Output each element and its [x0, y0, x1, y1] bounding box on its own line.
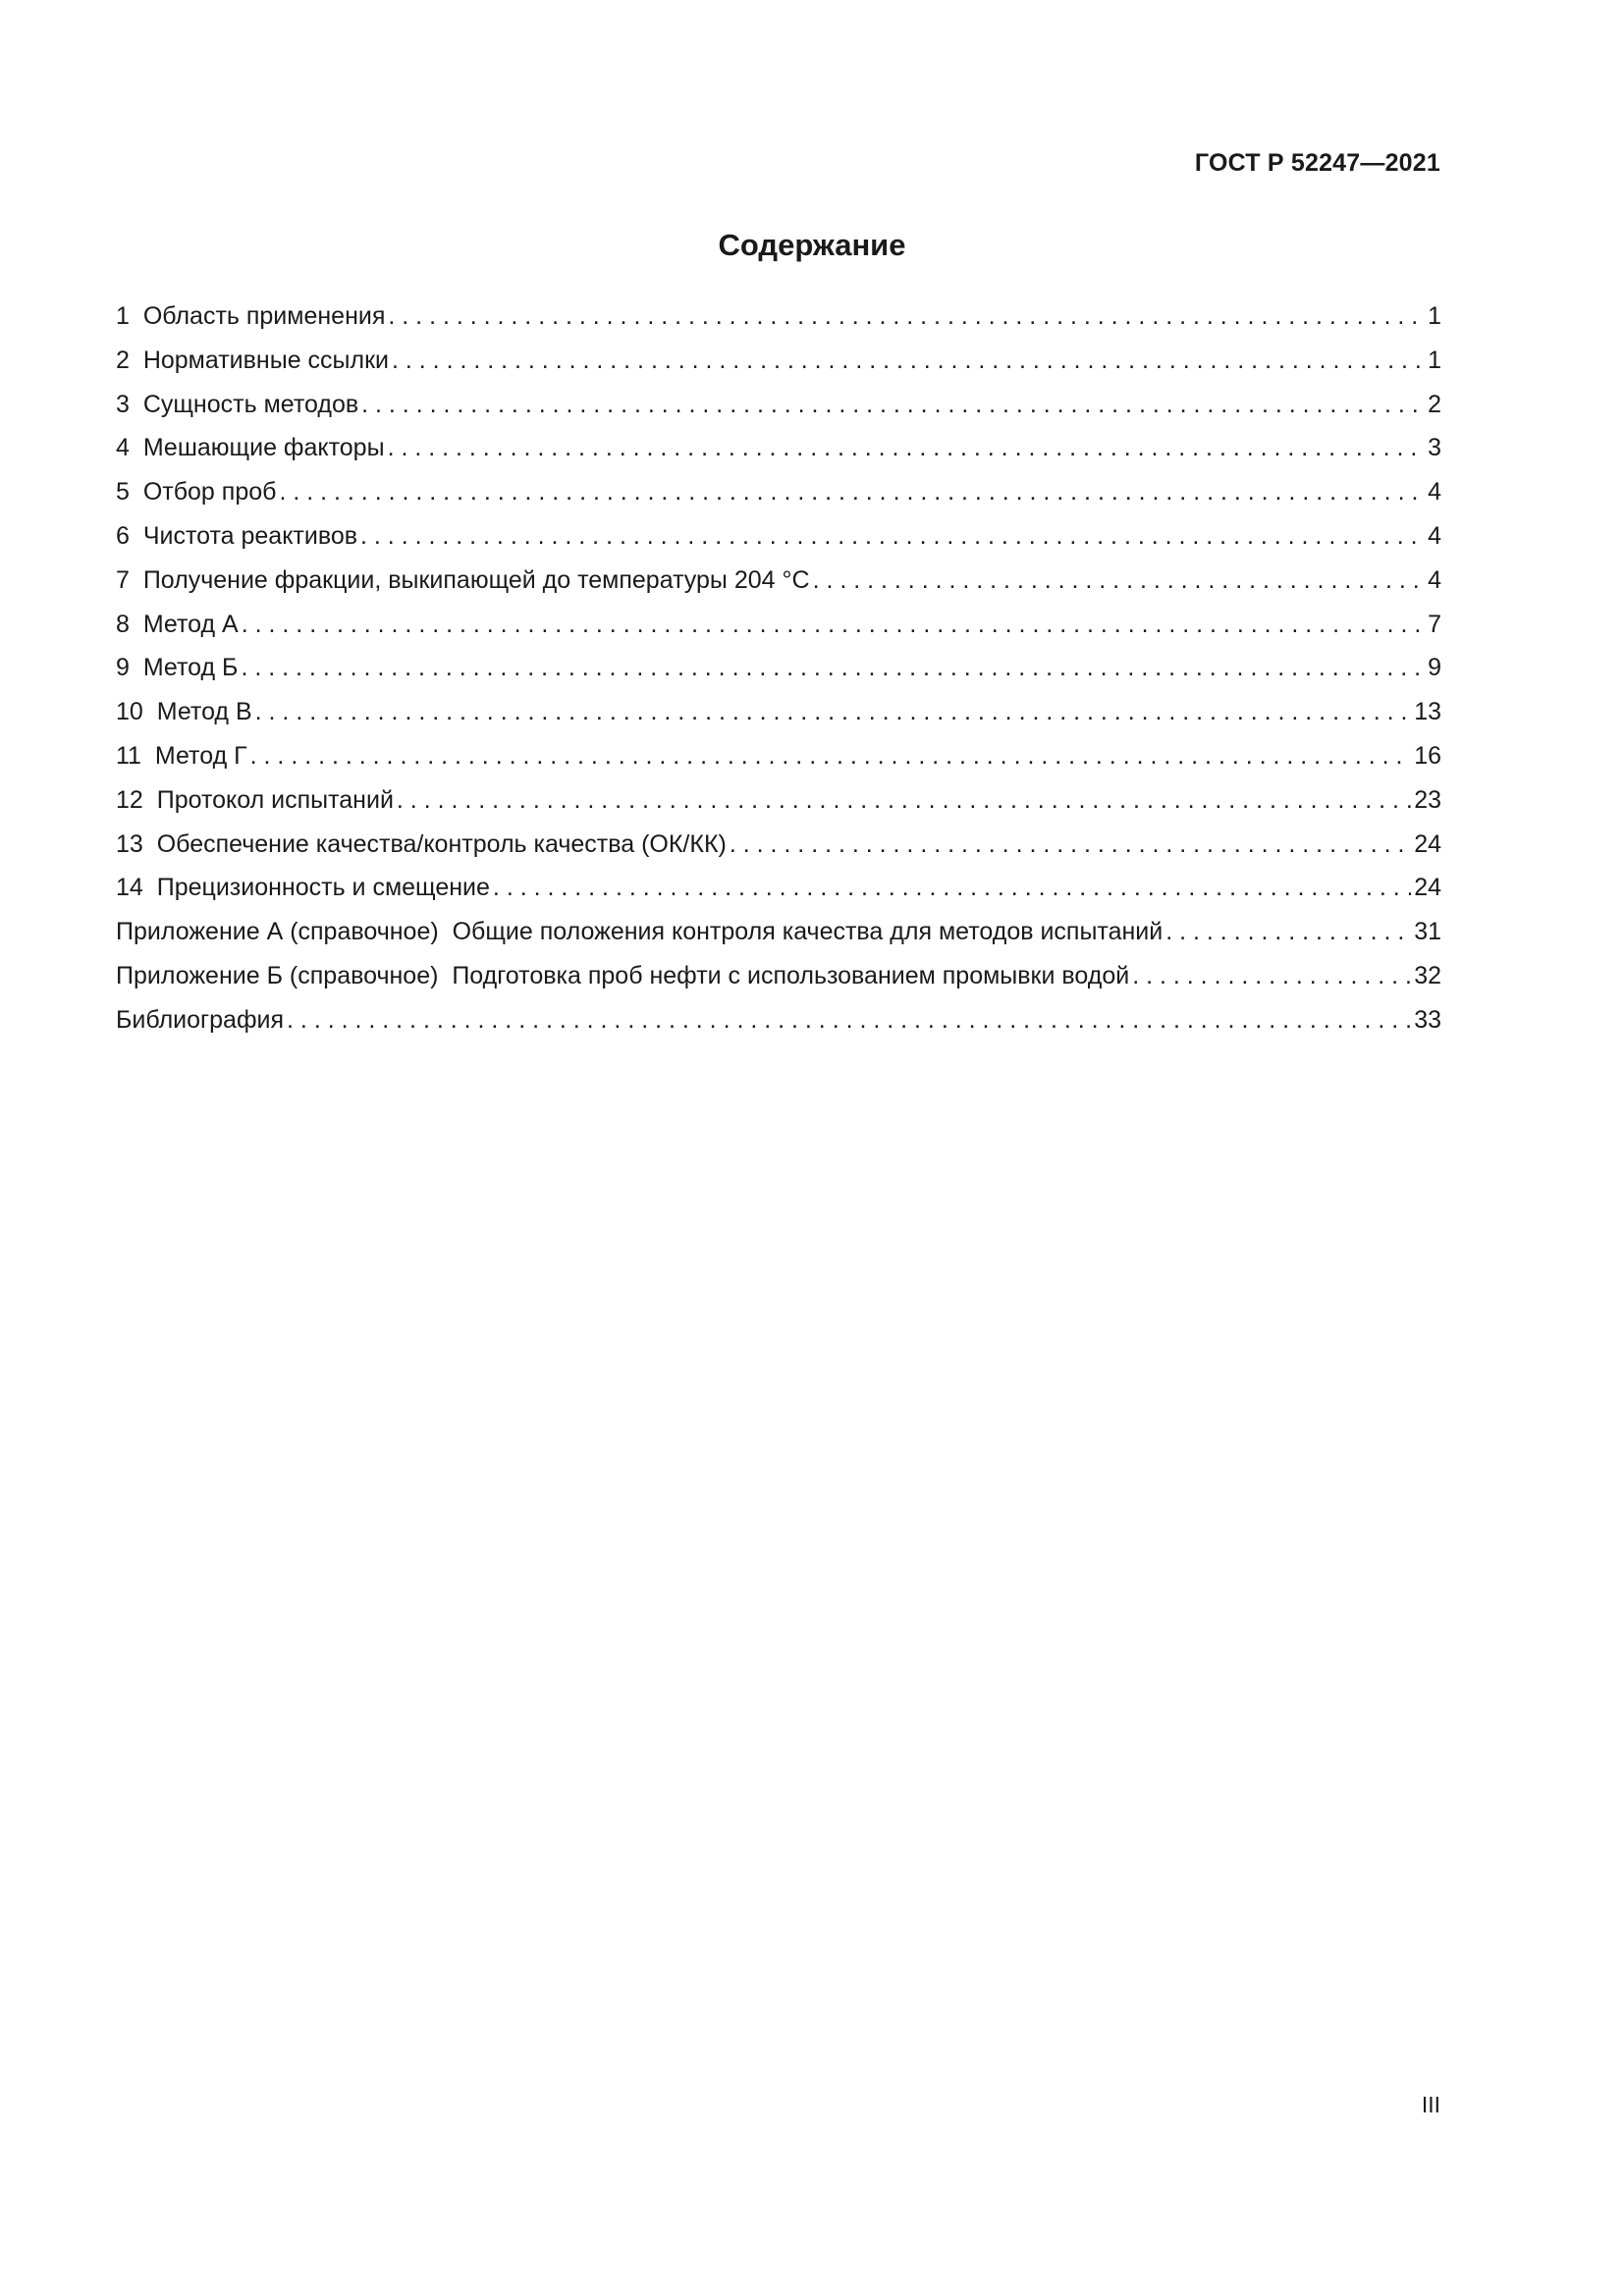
table-of-contents [116, 294, 1441, 1042]
toc-entry[interactable] [116, 514, 1441, 559]
toc-entry-text: Библиография [116, 1005, 285, 1034]
toc-entry-page: 23 [1414, 785, 1441, 814]
toc-leader-dots [250, 734, 1412, 778]
toc-entry[interactable] [116, 778, 1441, 823]
toc-entry-number: 5 [116, 478, 130, 507]
toc-entry-appendix[interactable] [116, 954, 1441, 998]
toc-entry-page: 1 [1428, 302, 1441, 330]
page-number: III [1421, 2092, 1440, 2117]
toc-entry-label [116, 910, 1163, 954]
toc-leader-dots [241, 646, 1425, 690]
toc-entry-page: 1 [1428, 346, 1441, 374]
toc-entry-text: Протокол испытаний [156, 785, 394, 814]
toc-entry-label [116, 339, 389, 383]
toc-entry-label [116, 823, 727, 867]
toc-entry-page: 2 [1428, 390, 1441, 418]
toc-entry-text: Прецизионность и смещение [156, 874, 490, 902]
toc-entry[interactable] [116, 603, 1441, 647]
toc-entry-page: 33 [1414, 1005, 1441, 1034]
toc-leader-dots [493, 866, 1411, 910]
toc-entry[interactable] [116, 383, 1441, 427]
toc-leader-dots [392, 339, 1425, 383]
toc-entry-label [116, 778, 394, 823]
toc-entry-label [116, 734, 247, 778]
toc-entry-text: Область применения [142, 302, 386, 330]
toc-entry-appendix-label: Приложение А (справочное) [116, 918, 439, 946]
toc-entry-label [116, 559, 810, 603]
toc-entry-page: 31 [1414, 918, 1441, 946]
toc-entry-page: 4 [1428, 478, 1441, 507]
toc-entry-label [116, 470, 276, 514]
toc-entry[interactable] [116, 823, 1441, 867]
toc-entry-label [116, 514, 357, 559]
toc-leader-dots [287, 998, 1411, 1042]
toc-leader-dots [361, 383, 1425, 427]
toc-entry-text: Сущность методов [142, 390, 359, 418]
toc-entry-page: 9 [1428, 654, 1441, 682]
toc-entry-text: Получение фракции, выкипающей до температуры 204 °С [142, 565, 810, 594]
toc-entry-number: 13 [116, 829, 143, 858]
toc-entry-label [116, 294, 385, 339]
toc-entry-appendix[interactable] [116, 910, 1441, 954]
toc-entry-page: 32 [1414, 961, 1441, 989]
toc-entry-page: 24 [1414, 829, 1441, 858]
toc-entry-number: 11 [116, 741, 141, 770]
toc-leader-dots [242, 603, 1425, 647]
toc-leader-dots [1132, 954, 1411, 998]
document-number: ГОСТ Р 52247—2021 [1194, 149, 1440, 177]
toc-entry-number: 6 [116, 521, 130, 550]
toc-entry-page: 7 [1428, 610, 1441, 638]
toc-entry-number: 2 [116, 346, 130, 374]
toc-entry-page: 16 [1414, 741, 1441, 770]
toc-title: Содержание [718, 228, 906, 262]
toc-entry-text: Обеспечение качества/контроль качества (ОК/КК) [156, 829, 727, 858]
toc-leader-dots [397, 778, 1411, 823]
toc-leader-dots [388, 294, 1425, 339]
toc-entry-label [116, 690, 252, 734]
toc-entry-number: 10 [116, 698, 143, 726]
toc-entry-text: Подготовка проб нефти с использованием промывки водой [452, 961, 1130, 989]
toc-entry-text: Метод В [156, 698, 252, 726]
toc-entry[interactable] [116, 339, 1441, 383]
toc-entry-page: 24 [1414, 874, 1441, 902]
toc-entry-number: 8 [116, 610, 130, 638]
toc-entry-label [116, 954, 1129, 998]
toc-entry-label [116, 383, 358, 427]
toc-entry-label [116, 646, 238, 690]
toc-entry-text: Мешающие факторы [142, 434, 385, 462]
toc-entry[interactable] [116, 866, 1441, 910]
toc-leader-dots [1165, 910, 1411, 954]
toc-leader-dots [279, 470, 1425, 514]
toc-leader-dots [730, 823, 1411, 867]
toc-entry-label [116, 603, 239, 647]
toc-entry[interactable] [116, 294, 1441, 339]
toc-entry-number: 7 [116, 565, 130, 594]
toc-entry-number: 3 [116, 390, 130, 418]
toc-entry-text: Метод Г [154, 741, 247, 770]
toc-entry-text: Общие положения контроля качества для методов испытаний [452, 918, 1164, 946]
toc-entry-text: Метод Б [142, 654, 239, 682]
toc-entry[interactable] [116, 690, 1441, 734]
toc-entry[interactable] [116, 734, 1441, 778]
toc-entry-bibliography[interactable] [116, 998, 1441, 1042]
toc-entry-number: 14 [116, 874, 143, 902]
toc-entry[interactable] [116, 426, 1441, 470]
toc-entry-label [116, 998, 284, 1042]
toc-entry-label [116, 866, 490, 910]
toc-leader-dots [360, 514, 1425, 559]
toc-entry-page: 4 [1428, 565, 1441, 594]
toc-entry-number: 1 [116, 302, 130, 330]
toc-entry-page: 4 [1428, 521, 1441, 550]
toc-entry-appendix-label: Приложение Б (справочное) [116, 961, 439, 989]
toc-entry-number: 4 [116, 434, 130, 462]
toc-entry-number: 12 [116, 785, 143, 814]
toc-entry-text: Чистота реактивов [142, 521, 358, 550]
toc-entry-text: Отбор проб [142, 478, 277, 507]
toc-entry[interactable] [116, 559, 1441, 603]
toc-entry-page: 13 [1414, 698, 1441, 726]
toc-entry-number: 9 [116, 654, 130, 682]
toc-leader-dots [388, 426, 1426, 470]
toc-entry-text: Метод А [142, 610, 239, 638]
toc-leader-dots [813, 559, 1426, 603]
toc-entry-text: Нормативные ссылки [142, 346, 389, 374]
toc-entry[interactable] [116, 470, 1441, 514]
toc-entry-label [116, 426, 385, 470]
toc-entry-page: 3 [1428, 434, 1441, 462]
toc-entry[interactable] [116, 646, 1441, 690]
toc-leader-dots [255, 690, 1412, 734]
